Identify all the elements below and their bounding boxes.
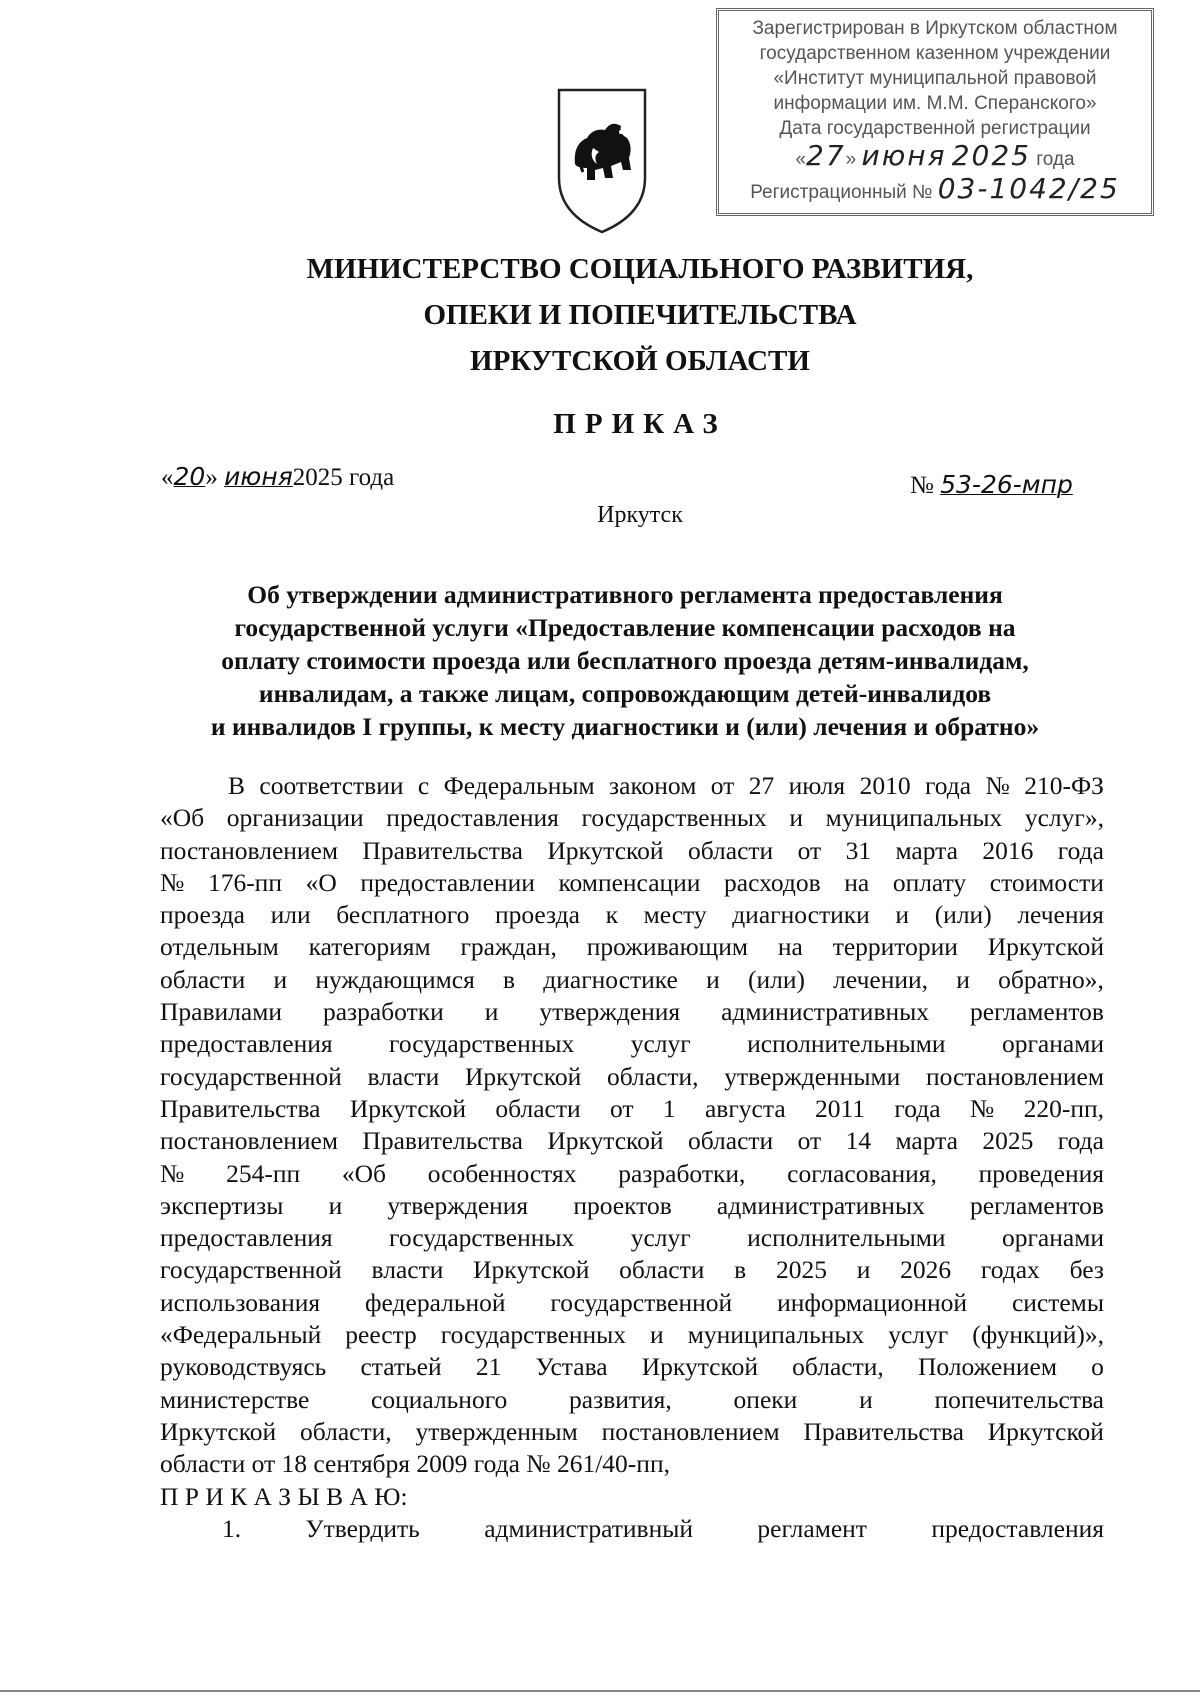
- body-word: года: [924, 771, 972, 800]
- body-word: В: [228, 771, 246, 800]
- stamp-line: государственном казенном учреждении: [759, 43, 1111, 64]
- body-word: Иркутской: [547, 835, 664, 865]
- body-word: Иркутской: [465, 1061, 582, 1091]
- body-word: Федеральным: [443, 771, 595, 800]
- body-word: 2010: [859, 771, 911, 800]
- body-word: диагностики: [732, 900, 870, 930]
- body-word: услуг: [630, 1029, 691, 1059]
- body-word: соответствии: [259, 771, 404, 800]
- body-word: регламентов: [970, 997, 1104, 1027]
- body-word: от: [797, 835, 822, 865]
- registration-stamp: [716, 8, 1154, 216]
- order-date-day: 20: [173, 462, 206, 491]
- order-directive: П Р И К А З Ы В А Ю:: [160, 1481, 408, 1511]
- body-word: Правительства: [362, 1126, 523, 1156]
- body-word: (или): [934, 900, 992, 930]
- stamp-date-year: 2025: [951, 139, 1031, 172]
- body-word: «О: [305, 867, 337, 897]
- body-word: лечении,: [833, 964, 929, 994]
- body-word: регламентов: [970, 1190, 1104, 1220]
- body-word: министерстве: [160, 1384, 310, 1414]
- stamp-date-day: 27: [806, 139, 846, 172]
- body-word: утверждения: [387, 1190, 529, 1220]
- body-word: согласования,: [787, 1158, 937, 1188]
- body-word: 220-пп,: [1023, 1093, 1104, 1123]
- body-word: органами: [1001, 1029, 1104, 1059]
- body-word: года: [894, 1093, 941, 1123]
- stamp-date-suffix: года: [1036, 149, 1075, 170]
- body-word: годах: [980, 1255, 1040, 1285]
- body-word: Иркутской: [641, 1352, 758, 1382]
- body-word: года: [1057, 835, 1104, 865]
- subject-line: оплату стоимости проезда или бесплатного проезда детям-инвалидам,: [221, 646, 1029, 675]
- order-number-label: №: [910, 472, 934, 499]
- ministry-line: ОПЕКИ И ПОПЕЧИТЕЛЬСТВА: [423, 299, 857, 331]
- order-title: ПРИКАЗ: [553, 408, 727, 440]
- body-word: и: [484, 997, 499, 1027]
- body-word: 254-пп: [226, 1158, 301, 1188]
- body-word: 14: [845, 1126, 872, 1156]
- body-word: 2025: [982, 1126, 1034, 1156]
- body-word: 1: [662, 1093, 676, 1123]
- body-word: проживающим: [586, 932, 749, 962]
- body-word: 2026: [900, 1255, 952, 1285]
- body-word: информационной: [777, 1287, 968, 1317]
- body-word: месту: [643, 900, 707, 930]
- body-word: и: [859, 1384, 873, 1414]
- body-line: [160, 899, 1104, 931]
- body-word: предоставления: [160, 1223, 333, 1253]
- body-word: и: [706, 964, 720, 994]
- ministry-line: ИРКУТСКОЙ ОБЛАСТИ: [470, 345, 810, 377]
- body-word: области: [160, 964, 246, 994]
- body-word: услуг: [630, 1223, 691, 1253]
- body-word: руководствуясь: [160, 1352, 327, 1382]
- body-word: реестр: [345, 1320, 417, 1350]
- body-word: Утвердить: [305, 1513, 420, 1543]
- body-word: и: [956, 964, 970, 994]
- body-word: о: [1091, 1352, 1104, 1382]
- body-word: Правительства: [160, 1093, 321, 1123]
- stamp-line: Дата государственной регистрации: [779, 118, 1091, 139]
- order-date-month: июня: [224, 462, 293, 491]
- body-word: органами: [1001, 1223, 1104, 1253]
- body-word: проектов: [573, 1190, 672, 1220]
- body-word: и: [650, 1320, 664, 1350]
- body-word: государственных: [581, 803, 767, 833]
- body-word: нуждающимся: [315, 964, 475, 994]
- body-line: [160, 1028, 1104, 1060]
- body-word: территории: [832, 932, 958, 962]
- order-subject: [160, 578, 1090, 743]
- stamp-reg-number: 03-1042/25: [937, 172, 1120, 205]
- body-word: от: [710, 771, 735, 800]
- body-line: [160, 1125, 1104, 1157]
- body-word: услуг»,: [1024, 803, 1104, 833]
- body-word: утверждения: [539, 997, 681, 1027]
- body-word: лечения: [1017, 900, 1104, 930]
- body-word: предоставления: [386, 803, 559, 833]
- order-date-year: 2025 года: [292, 464, 395, 491]
- body-line: [160, 1287, 1104, 1319]
- body-word: Иркутской: [987, 1416, 1104, 1446]
- body-word: предоставлении: [360, 867, 535, 897]
- body-word: области,: [606, 1061, 699, 1091]
- body-word: исполнительными: [747, 1223, 946, 1253]
- body-word: постановлением: [160, 1126, 339, 1156]
- body-word: попечительства: [934, 1384, 1104, 1414]
- body-word: области: [687, 835, 774, 865]
- body-word: системы: [1011, 1287, 1104, 1317]
- body-word: №: [160, 1158, 185, 1188]
- body-word: 2025: [775, 1255, 827, 1285]
- body-word: постановлением: [601, 1416, 780, 1446]
- body-word: опеки: [733, 1384, 798, 1414]
- body-word: экспертизы: [160, 1190, 284, 1220]
- body-word: муниципальных: [825, 803, 1003, 833]
- subject-line: и инвалидов I группы, к месту диагностики и (или) лечения и обратно»: [210, 712, 1040, 741]
- body-word: Правилами: [160, 997, 282, 1027]
- body-word: развития,: [569, 1384, 672, 1414]
- body-word: области: [687, 1126, 774, 1156]
- body-word: (или): [747, 964, 805, 994]
- order-city: Иркутск: [597, 502, 683, 528]
- body-word: категориям: [308, 932, 431, 962]
- body-word: 2011: [815, 1093, 866, 1123]
- stamp-reg-label: Регистрационный №: [750, 182, 933, 203]
- body-line: [160, 1384, 1104, 1416]
- body-word: административный: [484, 1513, 693, 1543]
- body-line: [160, 835, 1104, 867]
- body-word: проезда: [160, 900, 245, 930]
- body-line: [160, 1158, 1104, 1190]
- body-word: области: [495, 1093, 581, 1123]
- body-word: с: [417, 771, 430, 800]
- body-word: августа: [704, 1093, 786, 1123]
- ministry-line: МИНИСТЕРСТВО СОЦИАЛЬНОГО РАЗВИТИЯ,: [306, 253, 974, 285]
- body-word: государственной: [550, 1287, 733, 1317]
- body-line: [160, 964, 1104, 996]
- body-word: области,: [792, 1352, 884, 1382]
- body-word: стоимости: [989, 867, 1104, 897]
- body-line: области от 18 сентября 2009 года № 261/40-пп,: [160, 1449, 670, 1479]
- subject-line: инвалидам, а также лицам, сопровождающим детей-инвалидов: [258, 679, 992, 708]
- body-word: диагностике: [543, 964, 678, 994]
- subject-line: Об утверждении административного регламента предоставления: [247, 580, 1003, 609]
- order-date-quote-open: «: [161, 464, 174, 491]
- body-word: на: [777, 932, 803, 962]
- body-word: от: [797, 1126, 822, 1156]
- body-line: [160, 770, 1104, 802]
- body-word: №: [969, 1093, 995, 1123]
- body-line: [160, 1351, 1104, 1383]
- body-word: законом: [609, 771, 697, 800]
- stamp-quote-open: «: [795, 149, 806, 170]
- body-word: Правительства: [803, 1416, 964, 1446]
- body-line: [160, 996, 1104, 1028]
- body-word: расходов: [724, 867, 821, 897]
- body-word: на: [844, 867, 870, 897]
- body-word: марта: [895, 835, 958, 865]
- order-date-quote-close: »: [205, 464, 218, 491]
- body-word: власти: [367, 1061, 440, 1091]
- body-word: оплату: [892, 867, 967, 897]
- body-word: 2016: [982, 835, 1034, 865]
- body-word: муниципальных: [687, 1320, 865, 1350]
- body-word: государственных: [440, 1320, 627, 1350]
- body-word: регламент: [757, 1513, 867, 1543]
- body-word: года: [1057, 1126, 1104, 1156]
- body-word: Иркутской: [160, 1416, 277, 1446]
- body-word: «Об: [341, 1158, 387, 1188]
- body-word: утвержденными: [724, 1061, 901, 1091]
- body-word: Иркутской: [473, 1255, 590, 1285]
- body-word: №: [160, 867, 185, 897]
- body-word: и: [789, 803, 804, 833]
- body-word: Положением: [917, 1352, 1057, 1382]
- body-word: «Об: [160, 803, 205, 833]
- body-line: [160, 1416, 1104, 1448]
- body-word: 27: [748, 771, 775, 800]
- body-word: и: [856, 1255, 871, 1285]
- body-word: организации: [226, 803, 364, 833]
- body-word: 21: [475, 1352, 502, 1382]
- body-line: [160, 867, 1104, 899]
- body-word: проведения: [978, 1158, 1104, 1188]
- body-word: 176-пп: [207, 867, 282, 897]
- body-word: постановлением: [925, 1061, 1104, 1091]
- body-word: бесплатного: [336, 900, 470, 930]
- body-word: от: [609, 1093, 634, 1123]
- body-word: проезда: [494, 900, 580, 930]
- body-line: [160, 1061, 1104, 1093]
- body-word: 1.: [222, 1513, 242, 1543]
- body-word: «Федеральный: [160, 1320, 322, 1350]
- body-word: без: [1069, 1255, 1104, 1285]
- stamp-registration-number: [719, 172, 1151, 205]
- subject-line: государственной услуги «Предоставление компенсации расходов на: [234, 613, 1016, 642]
- body-word: марта: [895, 1126, 958, 1156]
- body-line: [160, 1254, 1104, 1286]
- body-word: государственной: [160, 1061, 342, 1091]
- ministry-heading: [200, 246, 1080, 384]
- body-word: Иркутской: [349, 1093, 467, 1123]
- body-word: административных: [721, 997, 930, 1027]
- body-word: и: [895, 900, 910, 930]
- body-word: административных: [716, 1190, 925, 1220]
- body-word: 31: [845, 835, 872, 865]
- body-line: [160, 1319, 1104, 1351]
- body-word: разработки: [322, 997, 444, 1027]
- stamp-line: информации им. М.М. Сперанского»: [773, 93, 1097, 114]
- body-word: в: [734, 1255, 747, 1285]
- body-word: социального: [371, 1384, 508, 1414]
- body-word: №: [985, 771, 1010, 800]
- stamp-line: Зарегистрирован в Иркутском областном: [752, 18, 1118, 39]
- body-word: исполнительными: [747, 1029, 946, 1059]
- stamp-date-month: июня: [861, 139, 947, 172]
- body-line: [160, 802, 1104, 834]
- body-word: предоставления: [160, 1029, 333, 1059]
- body-word: постановлением: [160, 835, 339, 865]
- body-word: обратно»,: [998, 964, 1104, 994]
- body-word: Устава: [535, 1352, 608, 1382]
- coat-of-arms-icon: [553, 86, 651, 236]
- body-word: и: [273, 964, 288, 994]
- order-number: [910, 470, 1073, 500]
- body-word: области: [619, 1255, 705, 1285]
- order-point-1: [160, 1513, 1104, 1545]
- body-word: в: [503, 964, 516, 994]
- body-word: государственных: [389, 1223, 575, 1253]
- body-word: отдельным: [160, 932, 279, 962]
- body-word: и: [328, 1190, 343, 1220]
- body-word: использования: [160, 1287, 321, 1317]
- body-word: статьей: [360, 1352, 442, 1382]
- body-word: граждан,: [460, 932, 557, 962]
- body-word: Правительства: [362, 835, 523, 865]
- body-word: Иркутской: [987, 932, 1104, 962]
- body-word: июля: [788, 771, 846, 800]
- stamp-line: «Институт муниципальной правовой: [773, 68, 1097, 89]
- order-number-value: 53-26-мпр: [940, 470, 1073, 499]
- stamp-registration-date: [719, 139, 1151, 172]
- body-word: федеральной: [365, 1287, 506, 1317]
- body-word: (функций)»,: [972, 1320, 1104, 1350]
- body-word: или: [270, 900, 311, 930]
- page-bottom-rule: [0, 1690, 1200, 1692]
- stamp-quote-close: »: [845, 149, 857, 170]
- body-line: [160, 931, 1104, 963]
- body-word: особенностях: [427, 1158, 577, 1188]
- body-word: утвержденным: [415, 1416, 578, 1446]
- order-body: [160, 770, 1104, 1545]
- body-word: Иркутской: [547, 1126, 664, 1156]
- body-word: услуг: [888, 1320, 949, 1350]
- body-word: 210-ФЗ: [1024, 771, 1104, 800]
- body-word: государственных: [389, 1029, 575, 1059]
- order-date: [161, 462, 394, 492]
- body-line: [160, 1190, 1104, 1222]
- body-word: к: [605, 900, 618, 930]
- body-word: предоставления: [931, 1513, 1104, 1543]
- body-word: власти: [371, 1255, 444, 1285]
- body-word: области,: [300, 1416, 392, 1446]
- body-word: государственной: [160, 1255, 342, 1285]
- body-word: компенсации: [558, 867, 701, 897]
- body-word: разработки,: [618, 1158, 746, 1188]
- body-line: [160, 1093, 1104, 1125]
- body-line: [160, 1222, 1104, 1254]
